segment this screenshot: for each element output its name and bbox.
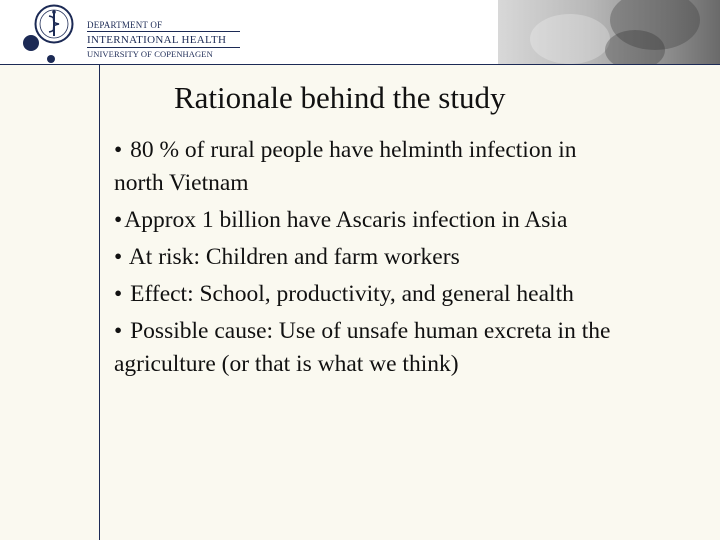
bullet-marker: •: [114, 318, 123, 344]
bullet-marker: •: [114, 137, 123, 163]
header-photo: [498, 0, 720, 64]
bullet-item: [114, 241, 614, 274]
bullet-marker: •: [114, 207, 123, 233]
photo-shade-2: [530, 14, 610, 64]
bullet-list: [114, 134, 614, 385]
department-label: DEPARTMENT OF: [87, 20, 163, 30]
bullet-text: At risk: Children and farm workers: [128, 244, 460, 270]
department-block: [87, 19, 240, 60]
bullet-text: Possible cause: Use of unsafe human excreta in the agriculture (or that is what we think): [114, 318, 611, 377]
left-margin-divider: [99, 64, 100, 540]
university-name: UNIVERSITY OF COPENHAGEN: [87, 47, 240, 60]
decorative-dot-large: [23, 35, 39, 51]
bullet-marker: •: [114, 244, 123, 270]
decorative-dot-small: [47, 55, 55, 63]
bullet-item: [114, 315, 614, 381]
bullet-marker: •: [114, 281, 123, 307]
slide-title: Rationale behind the study: [174, 80, 506, 115]
university-seal-icon: [34, 4, 74, 44]
bullet-item: [114, 134, 614, 200]
photo-shade-3: [605, 30, 665, 64]
bullet-text: Approx 1 billion have Ascaris infection in Asia: [124, 207, 568, 233]
bullet-item: [114, 204, 614, 237]
bullet-item: [114, 278, 614, 311]
header-divider: [0, 64, 720, 65]
bullet-text: 80 % of rural people have helminth infection in north Vietnam: [114, 137, 577, 196]
department-name: INTERNATIONAL HEALTH: [87, 31, 240, 47]
bullet-text: Effect: School, productivity, and general health: [130, 281, 574, 307]
